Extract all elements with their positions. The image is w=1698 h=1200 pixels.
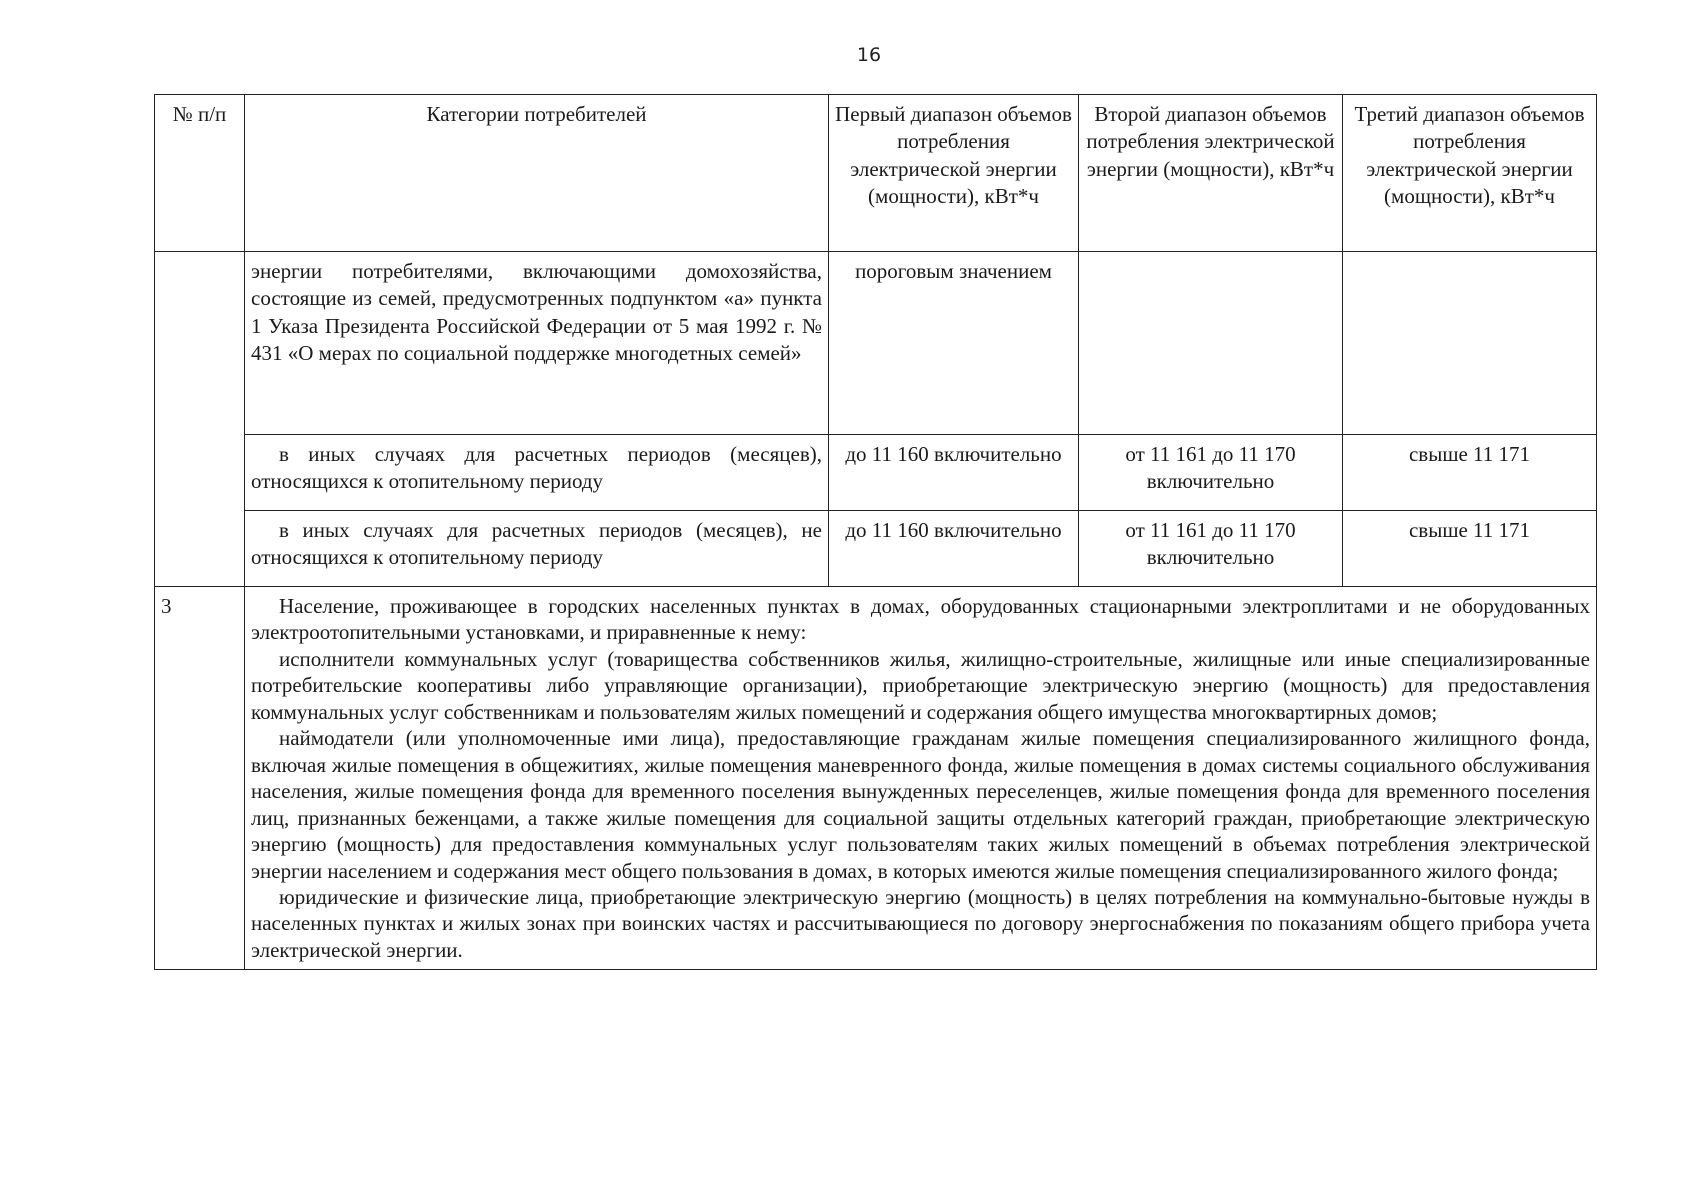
section-3-text-cell [245,587,1597,970]
range-1-cell: до 11 160 включительно [829,511,1079,587]
section-3-paragraph: наймодатели (или уполномоченные ими лица), предоставляющие гражданам жилые помещения специализированного жилищного фонда, включая жилые помещения в общежитиях, жилые помещения маневренного фонда, жилые помещения в домах системы социального обслуживания населения, жилые помещения фонда для временного поселения вынужденных переселенцев, жилые помещения фонда для временного поселения лиц, признанных беженцами, а также жилые помещения для социальной защиты отдельных категорий граждан, приобретающие электрическую энергию (мощность) для предоставления коммунальных услуг пользователям таких жилых помещений в объемах потребления электрической энергии населением и содержания мест общего пользования в домах, в которых имеются жилые помещения специализированного жилого фонда; [251,726,1590,883]
header-range-3: Третий диапазон объемов потребления электрической энергии (мощности), кВт*ч [1343,95,1597,252]
range-2-cell [1079,252,1343,435]
section-3-paragraph: Население, проживающее в городских населенных пунктах в домах, оборудованных стационарными электроплитами и не оборудованных электроотопительными установками, и приравненные к нему: [251,594,1590,645]
category-cell [245,511,829,587]
table-row [155,511,1597,587]
table-row [155,252,1597,435]
header-num: № п/п [155,95,245,252]
section-3-paragraph: исполнители коммунальных услуг (товарищества собственников жилья, жилищно-строительные, жилищные или иные специализированные потребительские кооперативы либо управляющие организации), приобретающие электрическую энергию (мощность) для предоставления коммунальных услуг собственникам и пользователям жилых помещений и содержания общего имущества многоквартирных домов; [251,646,1590,724]
header-category: Категории потребителей [245,95,829,252]
range-2-cell: от 11 161 до 11 170 включительно [1079,435,1343,511]
tariff-table [154,94,1597,970]
category-cell [245,435,829,511]
range-2-cell: от 11 161 до 11 170 включительно [1079,511,1343,587]
category-text: в иных случаях для расчетных периодов (месяцев), не относящихся к отопительному периоду [251,518,822,570]
row-num-cell: 3 [155,587,245,970]
range-1-cell: до 11 160 включительно [829,435,1079,511]
row-num-cell [155,252,245,587]
range-3-cell: свыше 11 171 [1343,511,1597,587]
range-3-cell [1343,252,1597,435]
range-3-cell: свыше 11 171 [1343,435,1597,511]
category-cell: энергии потребителями, включающими домохозяйства, состоящие из семей, предусмотренных подпунктом «а» пункта 1 Указа Президента Российской Федерации от 5 мая 1992 г. № 431 «О мерах по социальной поддержке многодетных семей» [245,252,829,435]
page-number: 16 [856,44,882,66]
table-header-row [155,95,1597,252]
table-row [155,435,1597,511]
category-text: в иных случаях для расчетных периодов (месяцев), относящихся к отопительному периоду [251,442,822,494]
header-range-2: Второй диапазон объемов потребления электрической энергии (мощности), кВт*ч [1079,95,1343,252]
header-range-1: Первый диапазон объемов потребления электрической энергии (мощности), кВт*ч [829,95,1079,252]
section-3-paragraph: юридические и физические лица, приобретающие электрическую энергию (мощность) в целях потребления на коммунально-бытовые нужды в населенных пунктах и жилых зонах при воинских частях и рассчитывающиеся по договору энергоснабжения по показаниям общего прибора учета электрической энергии. [251,884,1590,962]
range-1-cell: пороговым значением [829,252,1079,435]
table-row [155,587,1597,970]
